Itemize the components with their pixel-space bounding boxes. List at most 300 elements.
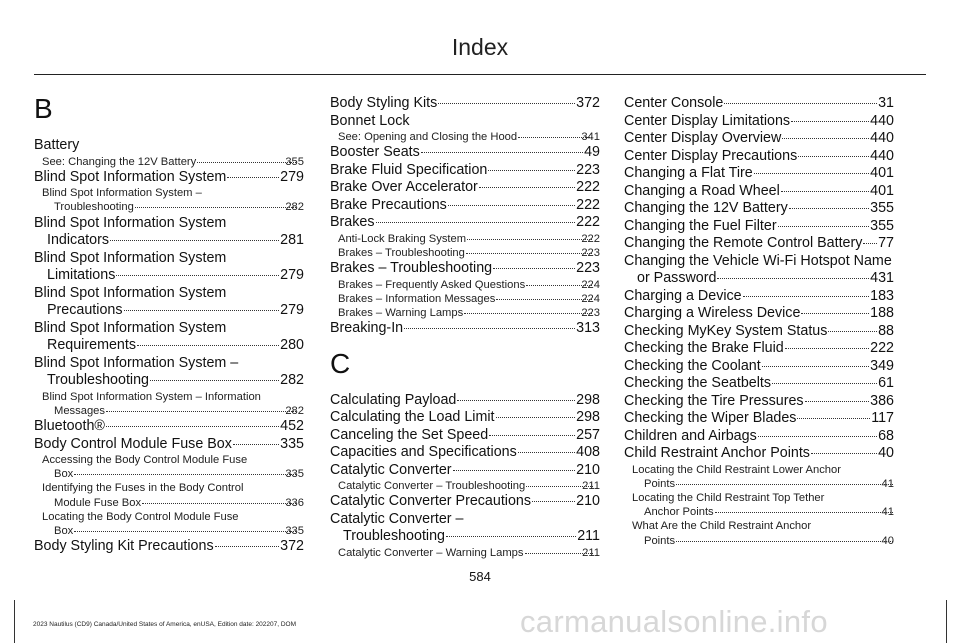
entry-text: Brakes – Information Messages [338, 292, 496, 305]
page-ref[interactable]: 257 [576, 426, 600, 443]
dot-leader [106, 411, 296, 412]
entry-line [338, 479, 600, 493]
entry-text: Locating the Child Restraint Lower Anchor [632, 463, 841, 476]
entry-line [644, 477, 894, 491]
index-entry[interactable] [624, 340, 894, 358]
entry-text: or Password [637, 270, 717, 286]
page-ref[interactable]: 341 [581, 131, 600, 143]
page-ref[interactable]: 355 [285, 155, 304, 168]
entry-text: Breaking-In [330, 320, 404, 337]
page-ref[interactable]: 282 [285, 404, 304, 417]
index-entry[interactable] [624, 375, 894, 393]
entry-line [34, 215, 304, 233]
title-divider [34, 74, 926, 75]
entry-text: Brake Over Accelerator [330, 179, 478, 196]
index-subentry[interactable] [34, 481, 304, 509]
entry-text: Catalytic Converter Precautions [330, 493, 532, 510]
section-letter: C [330, 347, 351, 379]
index-entry[interactable] [330, 511, 600, 546]
index-entry[interactable] [330, 162, 600, 180]
index-entry[interactable] [624, 253, 894, 288]
dot-leader [782, 138, 869, 139]
page-ref[interactable]: 282 [280, 372, 304, 389]
dot-leader [518, 137, 592, 138]
index-entry[interactable] [34, 355, 304, 390]
entry-line [624, 270, 894, 288]
index-entry[interactable] [330, 409, 600, 427]
entry-line [624, 148, 894, 166]
crop-mark-left [14, 600, 15, 643]
entry-line [42, 186, 304, 200]
entry-text: What Are the Child Restraint Anchor [632, 520, 812, 533]
entry-line [624, 288, 894, 306]
section-letter: B [34, 93, 53, 124]
page-ref[interactable]: 223 [576, 161, 600, 178]
index-entry[interactable] [330, 444, 600, 462]
entry-line [624, 95, 894, 113]
dot-leader [754, 173, 869, 174]
crop-mark-right [946, 600, 947, 643]
entry-text: Charging a Wireless Device [624, 305, 801, 321]
index-entry[interactable] [624, 323, 894, 341]
page-ref[interactable]: 279 [280, 267, 304, 284]
page-ref[interactable]: 355 [870, 217, 894, 234]
dot-leader [227, 177, 279, 178]
page-ref[interactable]: 223 [581, 307, 600, 320]
dot-leader [106, 426, 279, 427]
page-ref[interactable]: 298 [576, 391, 600, 408]
entry-line [54, 200, 304, 214]
page-ref[interactable]: 40 [878, 445, 894, 461]
entry-text: Changing the Remote Control Battery [624, 235, 863, 251]
entry-text: Locating the Body Control Module Fuse [42, 510, 239, 523]
index-entry[interactable] [624, 428, 894, 446]
page-ref[interactable]: 279 [280, 168, 304, 185]
entry-line [338, 546, 600, 560]
entry-line [330, 320, 600, 338]
index-entry[interactable] [624, 218, 894, 236]
dot-leader [448, 205, 575, 206]
entry-line [624, 253, 894, 271]
index-subentry[interactable] [34, 186, 304, 214]
page-ref[interactable]: 280 [280, 337, 304, 354]
page-ref[interactable]: 401 [870, 182, 894, 199]
index-entry[interactable] [34, 436, 304, 454]
index-entry[interactable] [34, 320, 304, 355]
entry-line [338, 232, 600, 246]
dot-leader [453, 470, 576, 471]
entry-line [338, 306, 600, 320]
dot-leader [525, 553, 594, 554]
dot-leader [150, 380, 279, 381]
page-ref[interactable]: 188 [870, 305, 894, 321]
page-ref[interactable]: 211 [582, 546, 600, 559]
entry-line [624, 235, 894, 253]
entry-text: Blind Spot Information System [34, 249, 227, 266]
page-ref[interactable]: 452 [280, 418, 304, 435]
index-entry[interactable] [34, 169, 304, 187]
entry-text: Center Display Precautions [624, 147, 798, 164]
page-ref[interactable]: 282 [285, 201, 304, 214]
entry-text: Bluetooth® [34, 418, 105, 435]
page-ref[interactable]: 77 [878, 235, 894, 251]
index-entry[interactable] [624, 113, 894, 131]
index-subentry[interactable] [330, 292, 600, 306]
entry-text: Limitations [47, 267, 116, 284]
entry-line [34, 137, 304, 155]
page-ref[interactable]: 279 [280, 302, 304, 319]
index-subentry[interactable] [624, 463, 894, 491]
index-entry[interactable] [330, 214, 600, 232]
dot-leader [116, 275, 279, 276]
entry-text: Body Control Module Fuse Box [34, 435, 232, 452]
dot-leader [676, 484, 892, 485]
entry-text: See: Changing the 12V Battery [42, 155, 197, 168]
entry-line [42, 453, 304, 467]
entry-line [330, 444, 600, 462]
entry-line [34, 418, 304, 436]
index-subentry[interactable] [34, 155, 304, 169]
page-ref[interactable]: 335 [280, 435, 304, 452]
entry-line [624, 323, 894, 341]
entry-text: Blind Spot Information System [34, 168, 227, 185]
entry-line [34, 436, 304, 454]
index-subentry[interactable] [624, 519, 894, 547]
page-ref[interactable]: 210 [576, 461, 600, 478]
entry-text: Children and Airbags [624, 427, 757, 444]
page-ref[interactable]: 117 [871, 410, 894, 426]
dot-leader [124, 310, 280, 311]
dot-leader [479, 187, 575, 188]
page-ref[interactable]: 408 [576, 444, 600, 461]
index-entry[interactable] [624, 235, 894, 253]
edition-footer: 2023 Nautilus (CD9) Canada/United States of America, enUSA, Edition date: 202207, DOM [33, 621, 297, 628]
index-entry[interactable] [34, 215, 304, 250]
index-subentry[interactable] [330, 246, 600, 260]
index-entry[interactable] [624, 410, 894, 428]
index-entry[interactable] [624, 165, 894, 183]
entry-line [42, 155, 304, 169]
dot-leader [791, 121, 869, 122]
entry-text: Blind Spot Information System [34, 319, 227, 336]
page-ref[interactable]: 222 [581, 232, 600, 245]
entry-text: Checking the Tire Pressures [624, 392, 804, 409]
index-subentry[interactable] [330, 546, 600, 560]
index-subentry[interactable] [330, 232, 600, 246]
dot-leader [493, 268, 575, 269]
index-entry[interactable] [624, 358, 894, 376]
index-entry[interactable] [330, 320, 600, 338]
index-subentry[interactable] [330, 306, 600, 320]
entry-line [34, 355, 304, 373]
entry-text: Brakes – Warning Lamps [338, 307, 464, 320]
entry-text: Catalytic Converter [330, 461, 452, 478]
dot-leader [758, 436, 877, 437]
page-ref[interactable]: 440 [870, 130, 894, 146]
entry-line [330, 409, 600, 427]
entry-line [330, 214, 600, 232]
watermark: carmanualsonline.info [520, 604, 828, 639]
entry-text: Blind Spot Information System – [34, 354, 239, 371]
entry-text: Brakes – Troubleshooting [330, 260, 493, 277]
entry-line [330, 95, 600, 113]
entry-line [34, 285, 304, 303]
entry-text: Blind Spot Information System [34, 284, 227, 301]
index-entry[interactable] [330, 427, 600, 445]
entry-text: Troubleshooting [343, 528, 445, 545]
dot-leader [778, 226, 870, 227]
entry-line [54, 404, 304, 418]
entry-line [42, 481, 304, 495]
entry-text: Brakes – Troubleshooting [338, 246, 465, 259]
entry-line [624, 113, 894, 131]
page-ref[interactable]: 222 [576, 179, 600, 196]
entry-line [624, 375, 894, 393]
dot-leader [715, 512, 893, 513]
index-subentry[interactable] [34, 390, 304, 418]
index-entry[interactable] [624, 305, 894, 323]
entry-text: Changing the Vehicle Wi-Fi Hotspot Name [624, 252, 892, 269]
entry-line [338, 278, 600, 292]
index-subentry[interactable] [624, 491, 894, 519]
entry-line [624, 130, 894, 148]
dot-leader [110, 240, 279, 241]
index-subentry[interactable] [34, 453, 304, 481]
dot-leader [676, 541, 892, 542]
entry-text: Anti-Lock Braking System [338, 232, 467, 245]
entry-line [330, 493, 600, 511]
dot-leader [496, 299, 592, 300]
index-entry[interactable] [624, 288, 894, 306]
index-entry[interactable] [330, 392, 600, 410]
page-ref[interactable]: 355 [870, 200, 894, 216]
entry-text: Checking the Seatbelts [624, 375, 772, 391]
entry-text: Precautions [47, 302, 123, 319]
entry-text: Checking the Brake Fluid [624, 340, 784, 356]
entry-text: Brake Fluid Specification [330, 161, 488, 178]
entry-line [330, 162, 600, 180]
page-ref[interactable]: 281 [280, 232, 304, 249]
index-entry[interactable] [330, 462, 600, 480]
entry-text: Canceling the Set Speed [330, 426, 489, 443]
dot-leader [233, 444, 279, 445]
entry-text: Locating the Child Restraint Top Tether [632, 491, 825, 504]
entry-line [632, 463, 894, 477]
page-ref[interactable]: 224 [581, 292, 600, 305]
index-entry[interactable] [330, 179, 600, 197]
entry-text: Bonnet Lock [330, 112, 410, 129]
page-ref[interactable]: 68 [878, 427, 894, 444]
entry-text: Blind Spot Information System – [42, 187, 202, 200]
entry-line [330, 528, 600, 546]
index-entry[interactable] [624, 393, 894, 411]
entry-line [624, 393, 894, 411]
index-entry[interactable] [330, 493, 600, 511]
dot-leader [526, 285, 592, 286]
index-entry[interactable] [330, 95, 600, 113]
entry-text: Center Console [624, 95, 724, 111]
page-ref[interactable]: 401 [870, 165, 894, 181]
page-ref[interactable]: 336 [285, 496, 304, 509]
index-entry[interactable] [624, 445, 894, 463]
index-subentry[interactable] [330, 278, 600, 292]
page-ref[interactable]: 211 [582, 480, 600, 493]
entry-text: Catalytic Converter – [330, 510, 464, 527]
entry-text: Requirements [47, 337, 136, 354]
entry-line [624, 218, 894, 236]
entry-line [34, 538, 304, 556]
entry-text: Body Styling Kits [330, 95, 438, 111]
page-ref[interactable]: 372 [280, 538, 304, 555]
index-entry[interactable] [624, 130, 894, 148]
dot-leader [797, 418, 870, 419]
dot-leader [526, 486, 593, 487]
entry-line [624, 428, 894, 446]
entry-line [330, 113, 600, 131]
index-entry[interactable] [624, 148, 894, 166]
dot-leader [464, 313, 592, 314]
page-ref[interactable]: 49 [584, 144, 600, 161]
dot-leader [798, 156, 869, 157]
entry-line [330, 144, 600, 162]
entry-text: See: Opening and Closing the Hood [338, 131, 518, 143]
entry-text: Battery [34, 137, 80, 153]
page-ref[interactable]: 223 [576, 260, 600, 277]
dot-leader [717, 278, 869, 279]
dot-leader [805, 401, 870, 402]
page-ref[interactable]: 224 [581, 278, 600, 291]
entry-text: Brake Precautions [330, 196, 447, 213]
entry-text: Messages [54, 404, 105, 417]
entry-text: Capacities and Specifications [330, 444, 517, 461]
entry-line [54, 496, 304, 510]
page-ref[interactable]: 222 [870, 340, 894, 356]
entry-text: Identifying the Fuses in the Body Control [42, 482, 244, 495]
dot-leader [785, 348, 869, 349]
entry-text: Charging a Device [624, 287, 742, 304]
entry-text: Accessing the Body Control Module Fuse [42, 454, 248, 467]
entry-line [624, 165, 894, 183]
page-ref[interactable]: 183 [870, 287, 894, 304]
dot-leader [488, 170, 575, 171]
entry-line [54, 467, 304, 481]
index-entry[interactable] [330, 197, 600, 215]
page-ref[interactable]: 222 [576, 214, 600, 231]
entry-line [624, 183, 894, 201]
dot-leader [457, 400, 575, 401]
index-entry[interactable] [34, 418, 304, 436]
page-ref[interactable]: 298 [576, 409, 600, 426]
dot-leader [467, 239, 592, 240]
index-entry[interactable] [34, 137, 304, 155]
entry-line [644, 534, 894, 548]
dot-leader [197, 162, 296, 163]
entry-line [624, 200, 894, 218]
index-entry[interactable] [330, 113, 600, 131]
entry-text: Module Fuse Box [54, 496, 142, 509]
dot-leader [135, 207, 297, 208]
entry-line [338, 246, 600, 260]
page-ref[interactable]: 386 [870, 392, 894, 409]
dot-leader [801, 313, 869, 314]
page-ref[interactable]: 335 [285, 525, 304, 538]
index-entry[interactable] [34, 250, 304, 285]
entry-line [34, 250, 304, 268]
entry-line [330, 260, 600, 278]
entry-line [624, 410, 894, 428]
entry-text: Calculating Payload [330, 391, 457, 408]
entry-text: Child Restraint Anchor Points [624, 445, 810, 461]
entry-line [624, 340, 894, 358]
index-entry[interactable] [34, 285, 304, 320]
page-ref[interactable]: 349 [870, 357, 894, 374]
entry-text: Changing a Road Wheel [624, 182, 780, 199]
entry-text: Center Display Overview [624, 130, 782, 146]
entry-line [632, 491, 894, 505]
page-ref[interactable]: 440 [870, 147, 894, 164]
dot-leader [781, 191, 869, 192]
index-entry[interactable] [624, 183, 894, 201]
dot-leader [446, 536, 576, 537]
entry-line [338, 292, 600, 306]
index-entry[interactable] [330, 260, 600, 278]
index-entry[interactable] [330, 144, 600, 162]
entry-text: Body Styling Kit Precautions [34, 538, 214, 555]
page-ref[interactable]: 88 [878, 322, 894, 339]
entry-line [34, 267, 304, 285]
page-ref[interactable]: 431 [870, 270, 894, 286]
page-ref[interactable]: 223 [581, 246, 600, 259]
dot-leader [376, 222, 576, 223]
page-ref[interactable]: 211 [577, 528, 600, 545]
entry-text: Changing a Flat Tire [624, 165, 753, 181]
page-ref[interactable]: 313 [576, 320, 600, 337]
page-ref[interactable]: 210 [576, 493, 600, 510]
page-ref[interactable]: 372 [576, 95, 600, 111]
index-entry[interactable] [624, 95, 894, 113]
page-ref[interactable]: 31 [878, 95, 894, 111]
index-subentry[interactable] [330, 130, 600, 144]
entry-line [54, 524, 304, 538]
entry-text: Troubleshooting [47, 372, 149, 389]
entry-text: Box [54, 468, 74, 481]
index-subentry[interactable] [34, 510, 304, 538]
entry-text: Changing the Fuel Filter [624, 217, 777, 234]
index-column-1 [34, 95, 304, 556]
page-title: Index [451, 34, 509, 60]
dot-leader [137, 345, 279, 346]
page-ref[interactable]: 440 [870, 112, 894, 129]
entry-line [330, 197, 600, 215]
entry-line [624, 358, 894, 376]
index-entry[interactable] [34, 538, 304, 556]
entry-line [330, 392, 600, 410]
page-ref[interactable]: 222 [576, 196, 600, 213]
entry-text: Checking MyKey System Status [624, 322, 828, 339]
entry-text: Booster Seats [330, 144, 420, 161]
dot-leader [466, 253, 592, 254]
index-subentry[interactable] [330, 479, 600, 493]
entry-text: Center Display Limitations [624, 112, 791, 129]
index-column-3 [624, 95, 894, 548]
entry-text: Points [644, 477, 676, 490]
entry-text: Blind Spot Information System – Information [42, 390, 261, 403]
page-ref[interactable]: 61 [878, 375, 894, 391]
page-number: 584 [469, 569, 491, 584]
page-ref[interactable]: 335 [285, 468, 304, 481]
entry-line [34, 320, 304, 338]
index-entry[interactable] [624, 200, 894, 218]
